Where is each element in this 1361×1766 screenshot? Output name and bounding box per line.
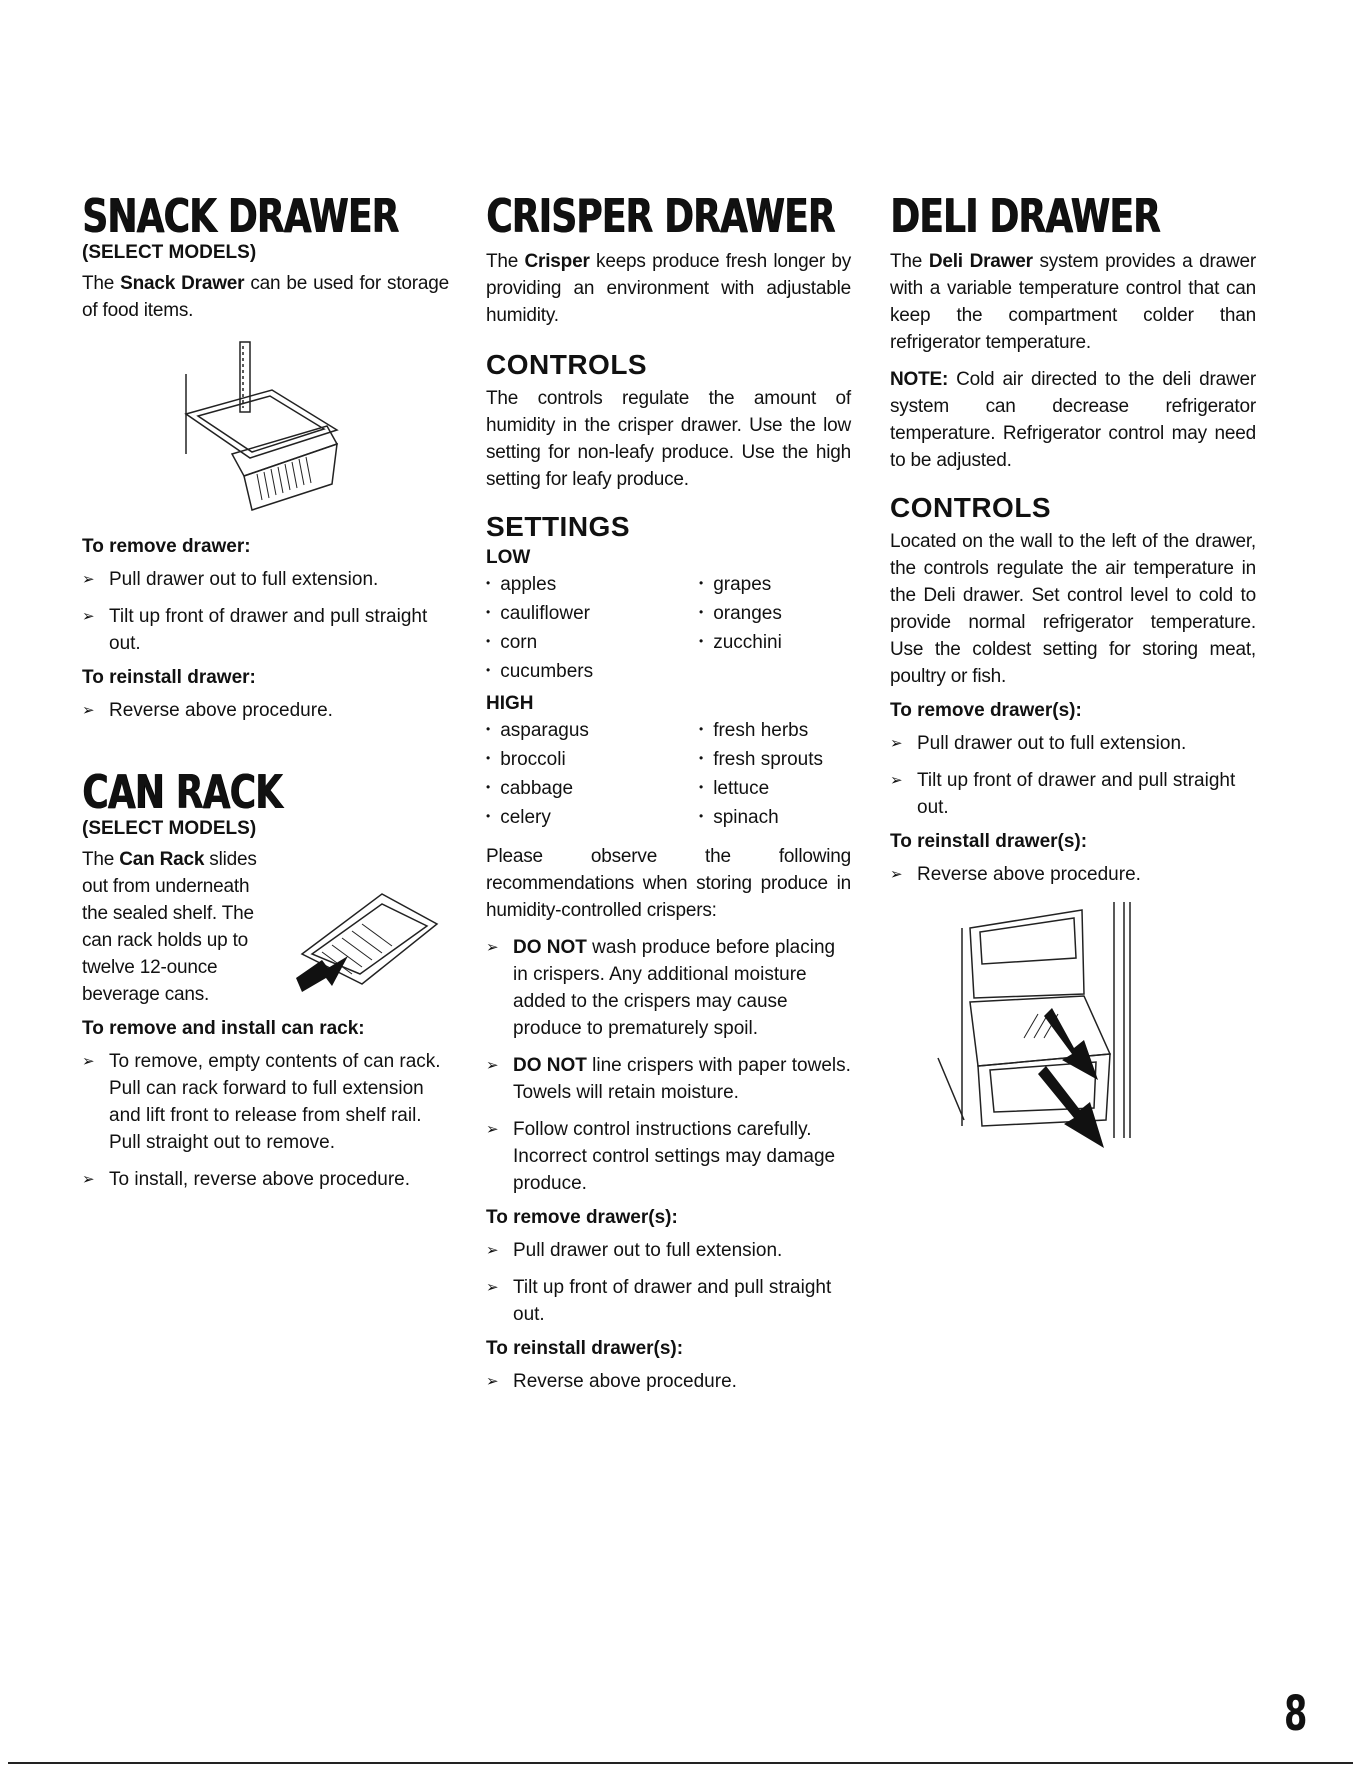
low-label: LOW (486, 547, 531, 568)
deli-remove-steps (890, 730, 1256, 821)
snack-reinstall-steps (82, 697, 449, 724)
low-produce-list (486, 571, 851, 687)
list-item: • asparagus (486, 717, 699, 746)
arrow-right-icon: ➢ (486, 1242, 499, 1259)
list-item: • grapes (699, 571, 849, 600)
list-item: • fresh herbs (699, 717, 849, 746)
list-item: ➢ Follow control instructions carefully. Incorrect control settings may damage produce. (486, 1116, 851, 1197)
crisper-remove-label: To remove drawer(s): (486, 1207, 678, 1228)
arrow-right-icon: ➢ (82, 702, 95, 719)
snack-drawer-section (82, 190, 449, 1203)
high-label: HIGH (486, 693, 534, 714)
list-item: • cucumbers (486, 658, 699, 687)
list-item: • corn (486, 629, 699, 658)
snack-select-models: (SELECT MODELS) (82, 242, 257, 263)
list-item: ➢ Reverse above procedure. (82, 697, 449, 724)
list-item: • broccoli (486, 746, 699, 775)
crisper-reinstall-steps (486, 1368, 851, 1395)
arrow-right-icon: ➢ (82, 571, 95, 588)
list-item: • zucchini (699, 629, 849, 658)
arrow-right-icon: ➢ (82, 1053, 95, 1070)
crisper-intro: The Crisper keeps produce fresh longer by providing an environment with adjustable humidity. (486, 251, 851, 326)
deli-reinstall-steps (890, 861, 1256, 888)
deli-intro: The Deli Drawer system provides a drawer with a variable temperature control that can keep the compartment colder than refrigerator temperature. (890, 251, 1257, 353)
arrow-right-icon: ➢ (486, 939, 499, 956)
can-rack-label: To remove and install can rack: (82, 1018, 365, 1039)
arrow-right-icon: ➢ (486, 1121, 499, 1138)
can-rack-section (82, 766, 449, 1193)
can-rack-title: CAN RACK (82, 765, 282, 819)
list-item: • lettuce (699, 775, 849, 804)
crisper-reinstall-label: To reinstall drawer(s): (486, 1338, 684, 1359)
arrow-right-icon: ➢ (890, 735, 903, 752)
snack-drawer-title: SNACK DRAWER (82, 189, 399, 243)
arrow-right-icon: ➢ (890, 866, 903, 883)
arrow-right-icon: ➢ (486, 1373, 499, 1390)
deli-note: NOTE: Cold air directed to the deli drawer system can decrease refrigerator temperature. Refrigerator control may need to be adjusted. (890, 369, 1256, 471)
list-item: ➢ Reverse above procedure. (486, 1368, 851, 1395)
list-item: • apples (486, 571, 699, 600)
deli-controls-title: CONTROLS (890, 492, 1052, 523)
high-produce-list (486, 717, 851, 833)
deli-reinstall-label: To reinstall drawer(s): (890, 831, 1088, 852)
deli-drawer-section (890, 190, 1256, 1158)
arrow-right-icon: ➢ (82, 608, 95, 625)
crisper-controls-title: CONTROLS (486, 349, 648, 380)
list-item: ➢ DO NOT line crispers with paper towels. Towels will retain moisture. (486, 1052, 851, 1106)
list-item: ➢ Pull drawer out to full extension. (890, 730, 1256, 757)
crisper-observe-text: Please observe the following recommendations when storing produce in humidity-controlled crispers: (486, 846, 851, 921)
crisper-controls-text: The controls regulate the amount of humidity in the crisper drawer. Use the low setting for non-leafy produce. Use the high setting for leafy produce. (486, 388, 851, 490)
crisper-tips (486, 934, 851, 1197)
snack-reinstall-label: To reinstall drawer: (82, 667, 256, 688)
arrow-right-icon: ➢ (486, 1057, 499, 1074)
arrow-right-icon: ➢ (486, 1279, 499, 1296)
list-item: ➢ Reverse above procedure. (890, 861, 1256, 888)
list-item: ➢ Tilt up front of drawer and pull straight out. (890, 767, 1256, 821)
arrow-right-icon: ➢ (82, 1171, 95, 1188)
can-intro: The Can Rack slides out from underneath the sealed shelf. The can rack holds up to twelve 12-ounce beverage cans. (82, 849, 257, 1005)
snack-intro: The Snack Drawer can be used for storage of food items. (82, 273, 450, 321)
arrow-right-icon: ➢ (890, 772, 903, 789)
list-item: • spinach (699, 804, 849, 833)
snack-drawer-illustration (162, 334, 362, 524)
footer-rule (8, 1762, 1353, 1764)
page-number: 8 (1283, 1686, 1307, 1742)
crisper-remove-steps (486, 1237, 851, 1328)
crisper-drawer-title: CRISPER DRAWER (486, 189, 835, 243)
crisper-drawer-section (486, 190, 851, 1405)
list-item: • cauliflower (486, 600, 699, 629)
list-item: ➢ DO NOT wash produce before placing in crispers. Any additional moisture added to the crispers may cause produce to prematurely spoil. (486, 934, 851, 1042)
can-rack-illustration (292, 874, 442, 1004)
can-select-models: (SELECT MODELS) (82, 818, 257, 839)
list-item: • oranges (699, 600, 849, 629)
deli-remove-label: To remove drawer(s): (890, 700, 1082, 721)
deli-controls-text: Located on the wall to the left of the drawer, the controls regulate the air temperature in the Deli drawer. Set control level to cold to provide normal refrigerator temperature. Use the coldest setting for storing meat, poultry or fish. (890, 531, 1256, 687)
list-item: ➢ To remove, empty contents of can rack. Pull can rack forward to full extension and lift front to release from shelf rail. Pull straight out to remove. (82, 1048, 449, 1156)
list-item: ➢ Tilt up front of drawer and pull straight out. (486, 1274, 851, 1328)
list-item: ➢ To install, reverse above procedure. (82, 1166, 449, 1193)
list-item: ➢ Tilt up front of drawer and pull straight out. (82, 603, 449, 657)
snack-remove-steps (82, 566, 449, 657)
deli-drawer-illustration (934, 898, 1144, 1158)
list-item: • fresh sprouts (699, 746, 849, 775)
crisper-settings-title: SETTINGS (486, 511, 631, 542)
list-item: ➢ Pull drawer out to full extension. (82, 566, 449, 593)
list-item: ➢ Pull drawer out to full extension. (486, 1237, 851, 1264)
deli-drawer-title: DELI DRAWER (890, 189, 1160, 243)
list-item: • celery (486, 804, 699, 833)
can-rack-steps (82, 1048, 449, 1193)
list-item: • cabbage (486, 775, 699, 804)
snack-remove-label: To remove drawer: (82, 536, 251, 557)
